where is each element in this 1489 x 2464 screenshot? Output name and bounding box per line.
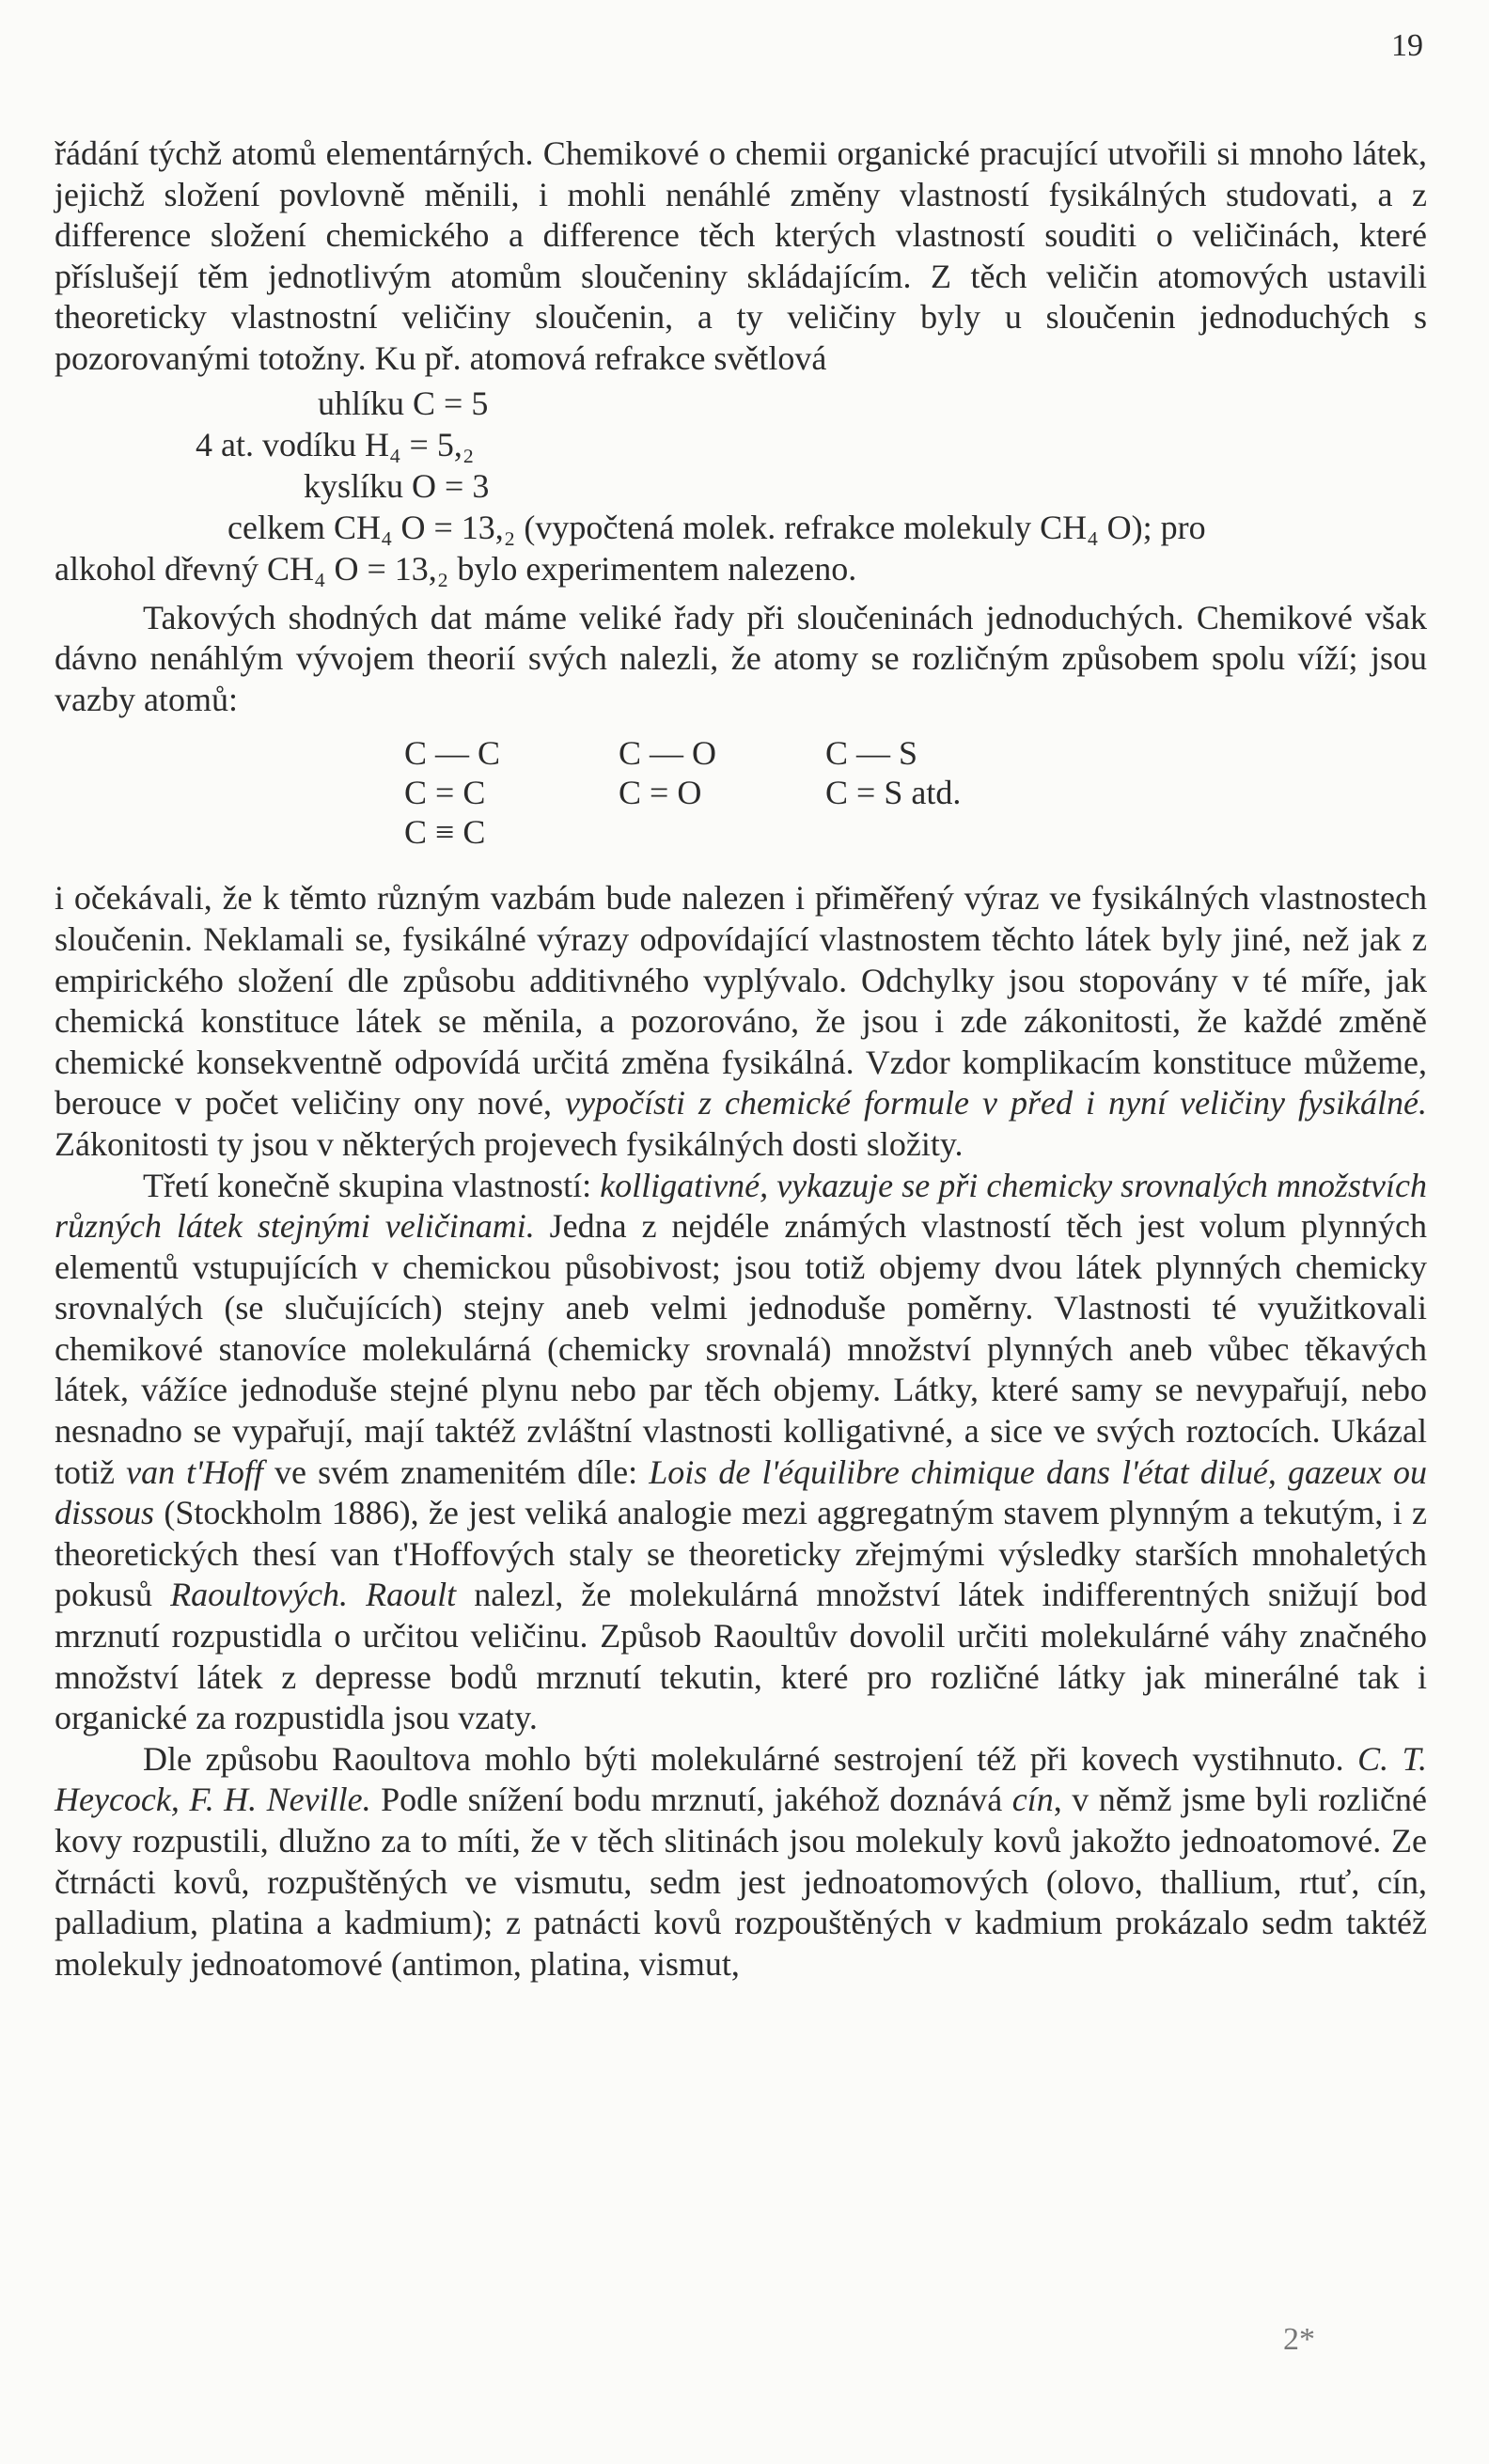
bond-c-c-single: C — C bbox=[404, 734, 501, 773]
p3-text-end: Zákonitosti ty jsou v některých projevech fysikálných dosti složity. bbox=[55, 1124, 964, 1163]
p4-book-title: Lois de l'équilibre chimique dans l'état dilué, gazeux ou dissous bbox=[55, 1452, 1428, 1532]
formula-line-carbon: uhlíku C = 5 bbox=[318, 384, 489, 422]
bond-c-s-double: C = S atd. bbox=[825, 774, 962, 812]
bond-c-o-double: C = O bbox=[619, 774, 702, 812]
p5-text-2: Podle snížení bodu mrznutí, jakéhož doznává bbox=[370, 1781, 1012, 1819]
formula-line-total: celkem CH₄ O = 13,₂ (vypočtená molek. refrakce molekuly CH₄ O); pro bbox=[227, 508, 1206, 546]
p4-text-5: nalezl, že molekulárná množství látek indifferentných snižují bod mrznutí rozpustidla o určitou veličinu. Způsob Raoultův dovolil určiti molekulárné váhy značného množství látek z depresse bodů mrznutí tekutin, které pro rozličné látky jak minerálné tak i organické za rozpustidla jsou vzaty. bbox=[55, 1576, 1427, 1737]
p4-text-3: ve svém znamenitém díle: bbox=[262, 1452, 650, 1491]
p5-tin: cín bbox=[1011, 1781, 1054, 1819]
p4-emphasis: kolligativné, vykazuje se při chemicky srovnalých množstvích různých látek stejnými veličinami. bbox=[55, 1166, 1427, 1246]
refraction-formula bbox=[55, 380, 1427, 587]
p5-authors: C. T. Heycock, F. H. Neville. bbox=[55, 1739, 1427, 1819]
bond-c-c-double: C = C bbox=[404, 774, 486, 812]
bond-c-o-single: C — O bbox=[619, 734, 717, 773]
formula-line-hydrogen: 4 at. vodíku H₄ = 5,₂ bbox=[196, 425, 475, 463]
p4-text-2: Jedna z nejdéle známých vlastností těch jest volum plynných elementů vstupujících v chemickou působivost; jsou totiž objemy dvou látek plynných chemicky srovnalých (se slučujících) stejny aneb velmi jednoduše poměrny. Vlastnosti té využitkovali chemikové stanovíce molekulárná (chemicky srovnalá) množství plynných aneb vůbec těkavých látek, vážíce jednoduše stejné plynu nebo par těch objemy. Látky, které samy se nevypařují, nebo nesnadno se vypařují, mají taktéž zvláštní vlastnosti kolligativné, a sice ve svých roztocích. Ukázal totiž bbox=[55, 1207, 1427, 1491]
paragraph-5 bbox=[55, 1739, 1427, 1985]
bond-c-s-single: C — S bbox=[825, 734, 918, 773]
p3-emphasis: vypočísti z chemické formule v před i nyní veličiny fysikálné. bbox=[565, 1084, 1427, 1122]
paragraph-3 bbox=[55, 878, 1427, 1165]
p5-text: Dle způsobu Raoultova mohlo býti molekulárné sestrojení též při kovech vystihnuto. bbox=[143, 1739, 1358, 1778]
bond-c-c-triple: C ≡ C bbox=[404, 813, 486, 852]
p5-text-3: , v němž jsme byli rozličné kovy rozpustili, dlužno za to míti, že v těch slitinách jsou molekuly kovů jakožto jednoatomové. Ze čtrnácti kovů, rozpuštěných ve vismutu, sedm jest jednoatomových (olovo, thallium, rtuť, cín, palladium, platina a kadmium); z patnácti kovů rozpouštěných v kadmium prokázalo sedm taktéž molekuly jednoatomové (antimon, platina, vismut, bbox=[55, 1781, 1427, 1983]
p3-text: i očekávali, že k těmto různým vazbám bude nalezen i přiměřený výraz ve fysikálných vlastnostech sloučenin. Neklamali se, fysikálné výrazy odpovídající vlastnostem těchto látek byly jiné, než jak z empirického složení dle způsobu additivného vyplývalo. Odchylky jsou stopovány v té míře, jak chemická konstituce látek se měnila, a pozorováno, že jsou i zde zákonitosti, že každé změně chemické konsekventně odpovídá určitá změna fysikálná. Vzdor komplikacím konstituce můžeme, berouce v počet veličiny ony nové, bbox=[55, 879, 1427, 1122]
paragraph-2: Takových shodných dat máme veliké řady při sloučeninách jednoduchých. Chemikové však dávno nenáhlým vývojem theorií svých nalezli, že atomy se rozličným způsobem spolu víží; jsou vazby atomů: bbox=[55, 598, 1427, 718]
paragraph-1: řádání týchž atomů elementárných. Chemikové o chemii organické pracující utvořili si mnoho látek, jejichž složení povlovně měnili, i mohli nenáhlé změny vlastností fysikálných studovati, a z difference složení chemického a difference těch kterých vlastností souditi o veličinách, které příslušejí těm jednotlivým atomům sloučeniny skládajícím. Z těch veličin atomových ustavili theoreticky vlastnostní veličiny sloučenin, a ty veličiny byly u sloučenin jednoduchých s pozorovanými totožny. Ku př. atomová refrakce světlová bbox=[55, 134, 1427, 377]
page-number: 19 bbox=[1391, 28, 1423, 63]
p4-author-raoult: Raoultových. Raoult bbox=[170, 1576, 457, 1614]
p4-text-4: (Stockholm 1886), že jest veliká analogie mezi aggregatným stavem plynným a tekutým, i z theoretických thesí van t'Hoffových staly se theoreticky zřejmými výsledky starších mnohaletých pokusů bbox=[55, 1494, 1427, 1614]
p4-text: Třetí konečně skupina vlastností: bbox=[143, 1166, 601, 1204]
body-text bbox=[55, 133, 1427, 1985]
signature-mark: 2* bbox=[1283, 2322, 1315, 2357]
p4-author-vanthoff: van t'Hoff bbox=[126, 1452, 263, 1491]
formula-line-oxygen: kyslíku O = 3 bbox=[304, 466, 490, 505]
formula-line-alcohol: alkohol dřevný CH₄ O = 13,₂ bylo experimentem nalezeno. bbox=[55, 549, 857, 588]
paragraph-4 bbox=[55, 1166, 1427, 1739]
bond-table bbox=[55, 720, 1427, 861]
